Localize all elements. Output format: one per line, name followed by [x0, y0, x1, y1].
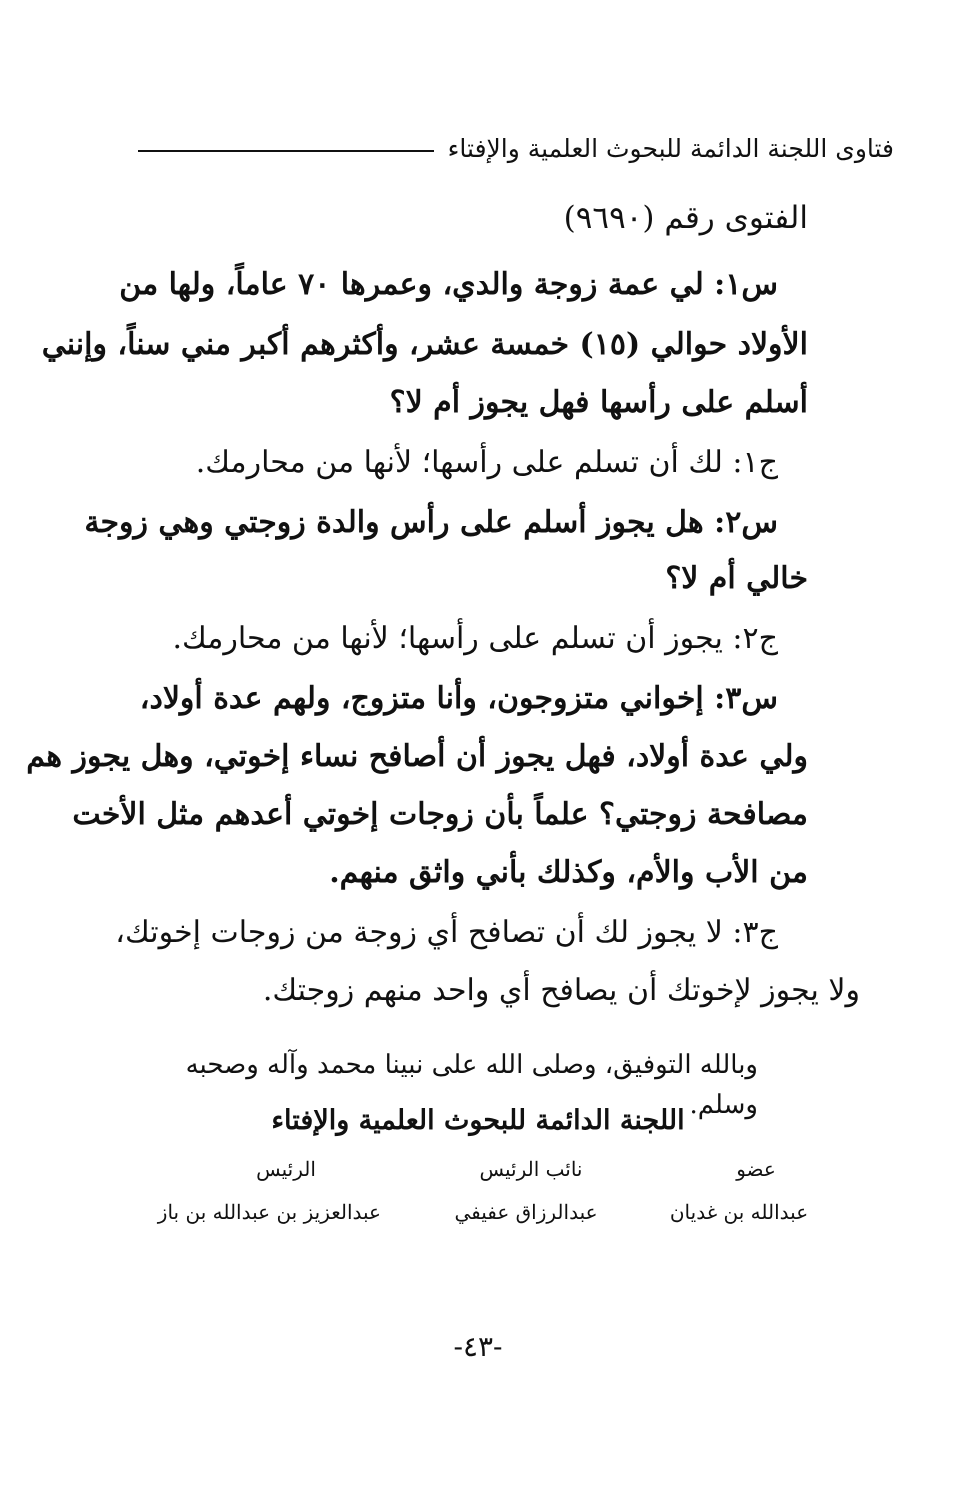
signatory-name-member: عبدالله بن غديان [669, 1200, 809, 1224]
closing-prayer: وبالله التوفيق، وصلى الله على نبينا محمد وآله وصحبه وسلم. [185, 1050, 758, 1120]
running-title: فتاوى اللجنة الدائمة للبحوث العلمية والإفتاء [447, 133, 894, 163]
committee-name: اللجنة الدائمة للبحوث العلمية والإفتاء [271, 1105, 685, 1136]
question-2-line-2: خالي أم لا؟ [665, 561, 808, 596]
answer-3-line-1: ج٣: لا يجوز لك أن تصافح أي زوجة من زوجات إخوتك، [115, 915, 778, 950]
header-rule [138, 150, 434, 152]
question-3-line-2: ولي عدة أولاد، فهل يجوز أن أصافح نساء إخوتي، وهل يجوز هم [26, 739, 808, 774]
question-1-line-1: س١: لي عمة زوجة والدي، وعمرها ٧٠ عاماً، ولها من [119, 267, 778, 302]
signatory-role-member: عضو [736, 1157, 776, 1181]
signatory-role-vice-president: نائب الرئيس [479, 1157, 583, 1181]
answer-1: ج١: لك أن تسلم على رأسها؛ لأنها من محارمك. [195, 445, 778, 480]
signatory-name-president: عبدالعزيز بن عبدالله بن باز [157, 1200, 381, 1224]
fatwa-number: الفتوى رقم (٩٦٩٠) [563, 200, 808, 236]
signatory-name-vice-president: عبدالرزاق عفيفي [454, 1200, 598, 1224]
question-3-line-1: س٣: إخواني متزوجون، وأنا متزوج، ولهم عدة أولاد، [139, 681, 778, 716]
question-1-line-3: أسلم على رأسها فهل يجوز أم لا؟ [389, 385, 808, 420]
running-header [138, 128, 894, 168]
signatory-role-president: الرئيس [256, 1157, 316, 1181]
question-2-line-1: س٢: هل يجوز أسلم على رأس والدة زوجتي وهي زوجة [84, 505, 778, 540]
question-3-line-4: من الأب والأم، وكذلك بأني واثق منهم. [329, 855, 808, 890]
question-1-line-2: الأولاد حوالي (١٥) خمسة عشر، وأكثرهم أكبر مني سناً، وإنني [41, 327, 808, 362]
question-3-line-3: مصافحة زوجتي؟ علماً بأن زوجات إخوتي أعدهم مثل الأخت [72, 797, 808, 832]
page-number: -٤٣- [453, 1330, 503, 1363]
answer-3-line-2: ولا يجوز لإخوتك أن يصافح أي واحد منهم زوجتك. [262, 973, 860, 1008]
answer-2: ج٢: يجوز أن تسلم على رأسها؛ لأنها من محارمك. [172, 621, 778, 656]
